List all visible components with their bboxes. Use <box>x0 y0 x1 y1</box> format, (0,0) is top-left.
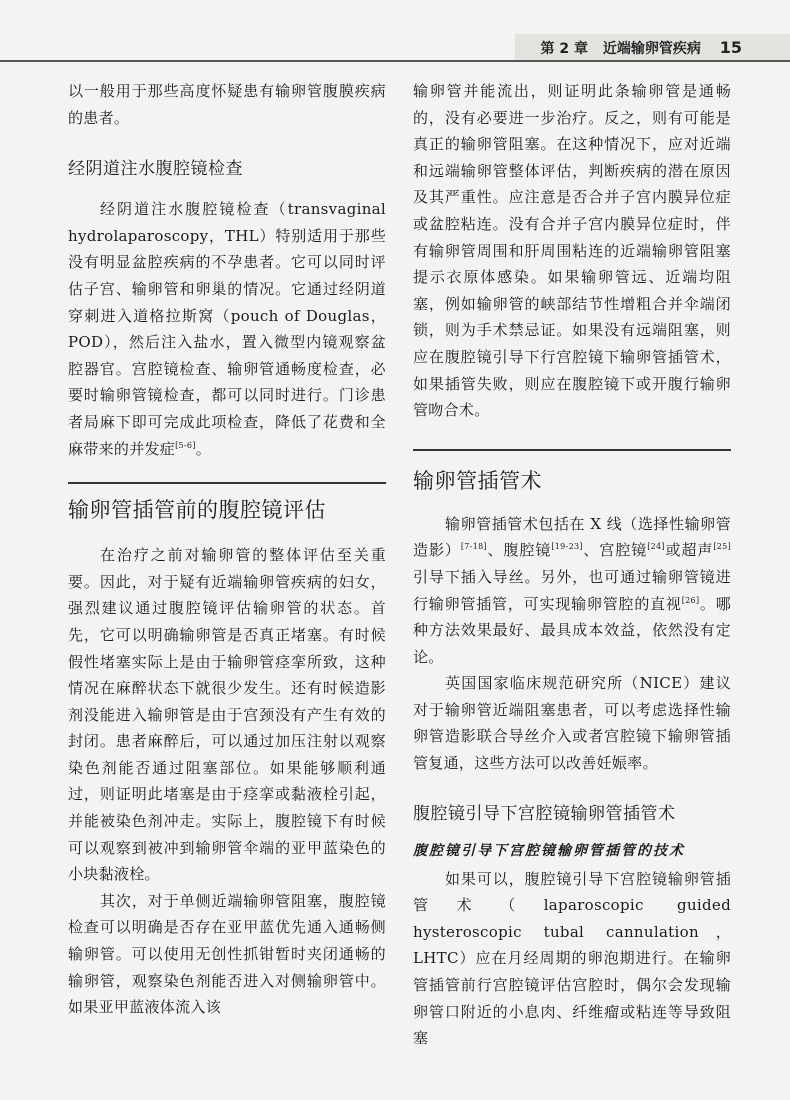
thl-paragraph: 经阴道注水腹腔镜检查（transvaginal hydrolaparoscopy，THL）特别适用于那些没有明显盆腔疾病的不孕患者。它可以同时评估子宫、输卵管和卵巢的情况。它通过经阴道穿刺进入道格拉斯窝（pouch of Douglas，POD），然后注入盐水，置入微型内镜观察盆腔器官。宫腔镜检查、输卵管通畅度检查，必要时输卵管镜检查，都可以同时进行。门诊患者局麻下即可完成此项检查，降低了花费和全麻带来的并发症[5-6]。 <box>68 200 386 458</box>
laparoscopic-evaluation-heading: 输卵管插管前的腹腔镜评估 <box>68 482 386 524</box>
citation: [19-23] <box>551 542 583 552</box>
chapter-title: 近端输卵管疾病 <box>602 41 701 57</box>
running-header <box>540 38 742 58</box>
citation: [24] <box>647 542 665 552</box>
chapter-number: 第 2 章 <box>540 41 588 57</box>
evaluation-paragraph-1: 在治疗之前对输卵管的整体评估至关重要。因此，对于疑有近端输卵管疾病的妇女，强烈建议通过腹腔镜评估输卵管的状态。首先，它可以明确输卵管是否真正堵塞。有时候假性堵塞实际上是由于输卵管痉挛所致，这种情况在麻醉状态下就很少发生。还有时候造影剂没能进入输卵管是由于宫颈没有产生有效的封闭。患者麻醉后，可以通过加压注射以观察染色剂能否通过阻塞部位。如果能够顺利通过，则证明此堵塞是由于痉挛或黏液栓引起，并能被染色剂冲走。实际上，腹腔镜下有时候可以观察到被冲到输卵管伞端的亚甲蓝染色的小块黏液栓。 <box>68 546 386 884</box>
continued-paragraph: 输卵管并能流出，则证明此条输卵管是通畅的，没有必要进一步治疗。反之，则有可能是真正的输卵管阻塞。在这种情况下，应对近端和远端输卵管整体评估，判断疾病的潜在原因及其严重性。应注意是否合并子宫内膜异位症或盆腔粘连。没有合并子宫内膜异位症时，伴有输卵管周围和肝周围粘连的近端输卵管阻塞提示衣原体感染。如果输卵管远、近端均阻塞，例如输卵管的峡部结节性增粗合并伞端闭锁，则为手术禁忌证。如果没有远端阻塞，则应在腹腔镜引导下行宫腔镜下输卵管插管术，如果插管失败，则应在腹腔镜下或开腹行输卵管吻合术。 <box>413 82 731 420</box>
intro-paragraph: 以一般用于那些高度怀疑患有输卵管腹膜疾病的患者。 <box>68 82 386 127</box>
citation: [7-18] <box>460 542 487 552</box>
left-column <box>68 78 386 1021</box>
citation: [26] <box>681 595 700 605</box>
page-number: 15 <box>719 38 742 57</box>
technique-paragraph: 如果可以，腹腔镜引导下宫腔镜输卵管插管术（laparoscopic guided hysteroscopic tubal cannulation，LHTC）应在月经周期的卵泡期进行。在输卵管插管前行宫腔镜评估宫腔时，偶尔会发现输卵管口附近的小息肉、纤维瘤或粘连等导致阻塞 <box>413 869 731 1048</box>
citation: [25] <box>713 542 731 552</box>
right-column <box>413 78 731 1052</box>
technique-subheading: 腹腔镜引导下宫腔镜输卵管插管的技术 <box>413 842 685 859</box>
tubal-cannulation-heading: 输卵管插管术 <box>413 449 731 495</box>
cannulation-paragraph-2: 英国国家临床规范研究所（NICE）建议对于输卵管近端阻塞患者，可以考虑选择性输卵管造影联合导丝介入或者宫腔镜下输卵管插管复通，这些方法可以改善妊娠率。 <box>413 674 731 773</box>
thl-heading: 经阴道注水腹腔镜检查 <box>68 159 243 180</box>
citation: [5-6] <box>175 440 196 450</box>
laparoscopic-guided-heading: 腹腔镜引导下宫腔镜输卵管插管术 <box>413 803 676 824</box>
cannulation-paragraph-1: 输卵管插管术包括在 X 线（选择性输卵管造影）[7-18]、腹腔镜[19-23]、宫腔镜[24]或超声[25]引导下插入导丝。另外，也可通过输卵管镜进行输卵管插管，可实现输卵管腔的直视[26]。哪种方法效果最好、最具成本效益，依然没有定论。 <box>413 514 731 666</box>
evaluation-paragraph-2: 其次，对于单侧近端输卵管阻塞，腹腔镜检查可以明确是否存在亚甲蓝优先通入通畅侧输卵管。可以使用无创性抓钳暂时夹闭通畅的输卵管，观察染色剂能否进入对侧输卵管中。如果亚甲蓝液体流入该 <box>68 891 386 1017</box>
